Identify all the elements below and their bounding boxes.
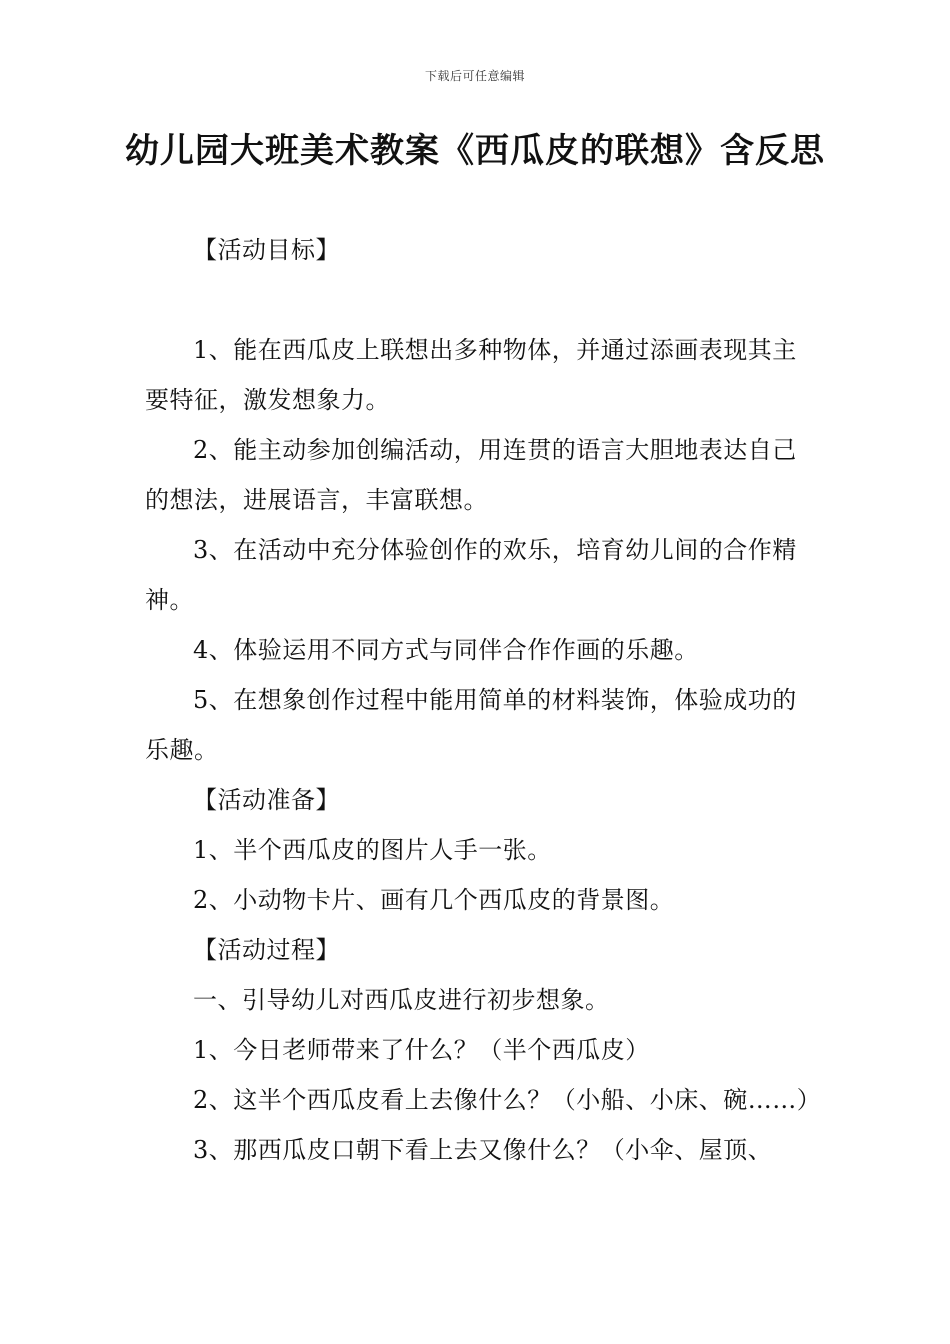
process-item-3: 2、这半个西瓜皮看上去像什么？（小船、小床、碗……） <box>193 1086 822 1114</box>
process-heading: 【活动过程】 <box>193 936 340 964</box>
goal-item-3: 3、在活动中充分体验创作的欢乐，培育幼儿间的合作精神。 <box>145 536 797 614</box>
header-note: 下载后可任意编辑 <box>424 69 525 83</box>
document-body <box>145 225 822 1175</box>
goals-heading: 【活动目标】 <box>193 236 340 264</box>
process-item-1: 一、引导幼儿对西瓜皮进行初步想象。 <box>193 986 610 1014</box>
goal-item-5: 5、在想象创作过程中能用简单的材料装饰，体验成功的乐趣。 <box>145 686 797 764</box>
prep-item-2: 2、小动物卡片、画有几个西瓜皮的背景图。 <box>193 886 675 914</box>
goal-item-2: 2、能主动参加创编活动，用连贯的语言大胆地表达自己的想法，进展语言，丰富联想。 <box>145 436 797 514</box>
goal-item-1: 1、能在西瓜皮上联想出多种物体，并通过添画表现其主要特征，激发想象力。 <box>145 336 797 414</box>
prep-heading: 【活动准备】 <box>193 786 340 814</box>
blank-line <box>145 275 810 325</box>
process-item-2: 1、今日老师带来了什么？（半个西瓜皮） <box>193 1036 650 1064</box>
process-item-4: 3、那西瓜皮口朝下看上去又像什么？（小伞、屋顶、 <box>193 1136 773 1164</box>
goal-item-4: 4、体验运用不同方式与同伴合作作画的乐趣。 <box>193 636 699 664</box>
document-title: 幼儿园大班美术教案《西瓜皮的联想》含反思 <box>125 131 825 171</box>
prep-item-1: 1、半个西瓜皮的图片人手一张。 <box>193 836 552 864</box>
